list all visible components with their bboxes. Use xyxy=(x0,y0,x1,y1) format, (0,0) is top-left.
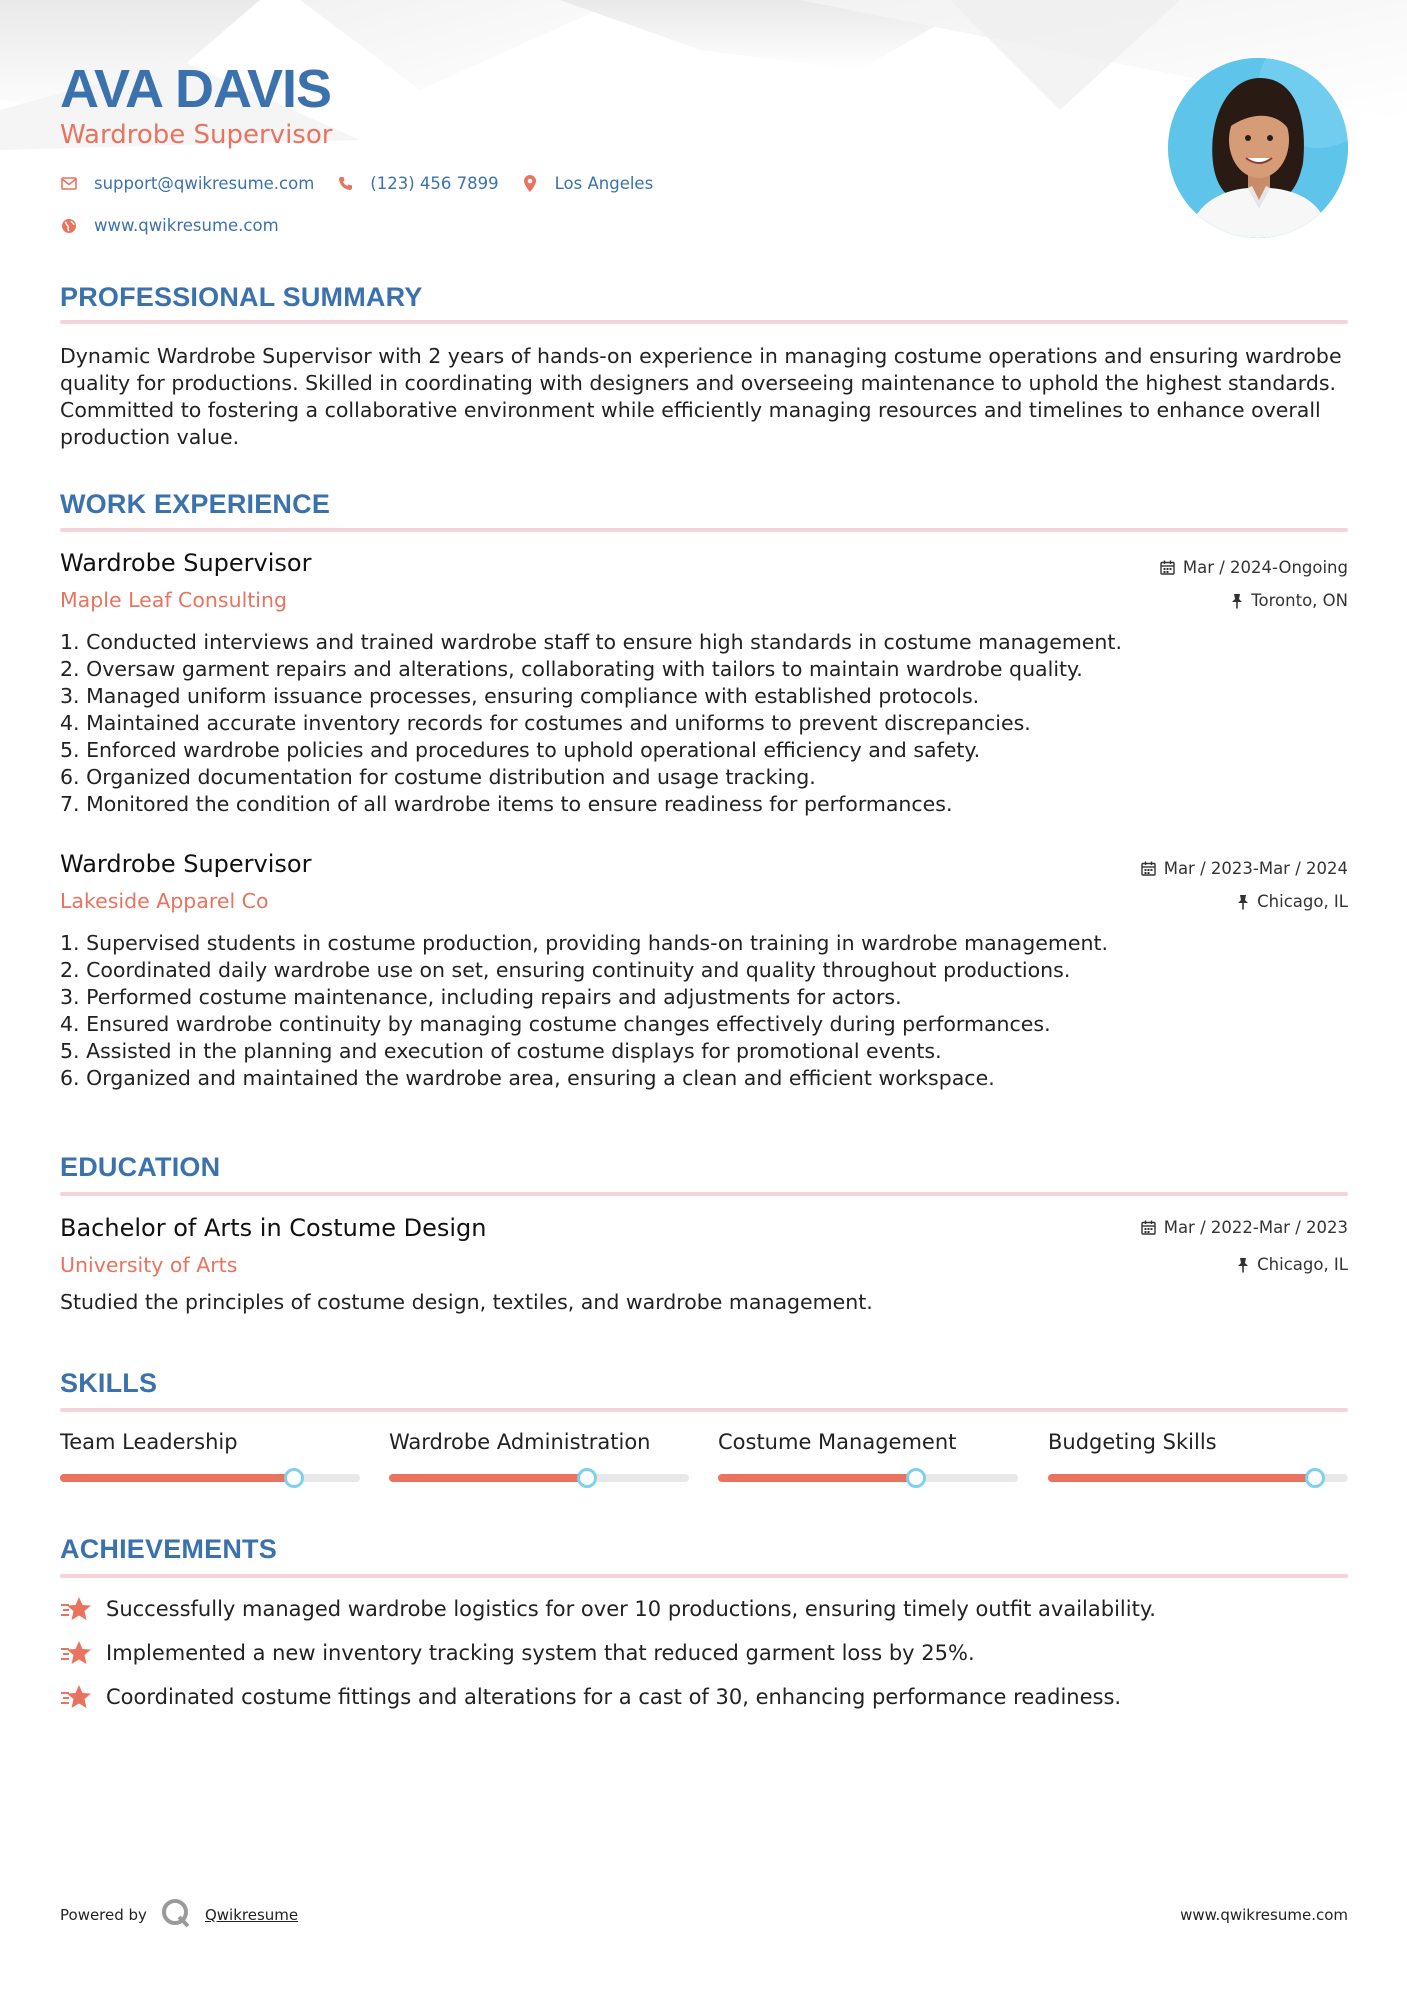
footer-website[interactable]: www.qwikresume.com xyxy=(1180,1906,1348,1924)
contact-row-2 xyxy=(60,216,301,235)
experience-divider xyxy=(60,528,1348,532)
achievements-heading: ACHIEVEMENTS xyxy=(60,1534,277,1564)
envelope-icon xyxy=(60,175,78,193)
company-name: Maple Leaf Consulting xyxy=(60,588,288,612)
list-item: 2. Coordinated daily wardrobe use on set, ensuring continuity and quality throughout productions. xyxy=(60,958,1071,982)
achievements-divider xyxy=(60,1574,1348,1578)
star-icon xyxy=(60,1684,92,1710)
list-item: 6. Organized documentation for costume distribution and usage tracking. xyxy=(60,765,816,789)
list-item: 5. Assisted in the planning and execution of costume displays for promotional events. xyxy=(60,1039,942,1063)
location-text: Los Angeles xyxy=(554,174,654,193)
achievement-text: Successfully managed wardrobe logistics for over 10 productions, ensuring timely outfit availability. xyxy=(106,1597,1156,1621)
education-location xyxy=(1237,1255,1348,1274)
skill-bar-fill xyxy=(60,1474,294,1482)
pushpin-icon xyxy=(1237,1257,1249,1273)
achievement-text: Coordinated costume fittings and alterations for a cast of 30, enhancing performance readiness. xyxy=(106,1685,1122,1709)
phone-text: (123) 456 7899 xyxy=(370,174,499,193)
job-location xyxy=(1231,591,1348,610)
achievement-item xyxy=(60,1684,1121,1710)
profile-photo xyxy=(1168,58,1348,238)
list-item: 1. Conducted interviews and trained wardrobe staff to ensure high standards in costume management. xyxy=(60,630,1122,654)
job-dates xyxy=(1160,558,1348,577)
achievement-item xyxy=(60,1640,975,1666)
list-item: 1. Supervised students in costume production, providing hands-on training in wardrobe management. xyxy=(60,931,1108,955)
list-item: 6. Organized and maintained the wardrobe area, ensuring a clean and efficient workspace. xyxy=(60,1066,995,1090)
degree-title: Bachelor of Arts in Costume Design xyxy=(60,1214,487,1242)
education-location-text: Chicago, IL xyxy=(1257,1255,1348,1274)
skill-bar-handle xyxy=(1305,1468,1325,1488)
star-icon xyxy=(60,1596,92,1622)
list-item: 2. Oversaw garment repairs and alterations, collaborating with tailors to maintain wardrobe quality. xyxy=(60,657,1083,681)
skill-bar xyxy=(389,1474,689,1482)
skill-label: Wardrobe Administration xyxy=(389,1430,651,1454)
education-dates-text: Mar / 2022-Mar / 2023 xyxy=(1163,1218,1348,1237)
summary-divider xyxy=(60,320,1348,324)
skill-label: Budgeting Skills xyxy=(1048,1430,1217,1454)
achievement-text: Implemented a new inventory tracking system that reduced garment loss by 25%. xyxy=(106,1641,975,1665)
experience-heading: WORK EXPERIENCE xyxy=(60,489,331,519)
list-item: 4. Maintained accurate inventory records for costumes and uniforms to prevent discrepancies. xyxy=(60,711,1031,735)
candidate-role: Wardrobe Supervisor xyxy=(60,120,333,150)
summary-text: Dynamic Wardrobe Supervisor with 2 years of hands-on experience in managing costume operations and ensuring wardrobe quality for productions. Skilled in coordinating with designers and overseeing maintenance to uphold the highest standards. Committed to fostering a collaborative environment while efficiently managing resources and timelines to enhance overall production value. xyxy=(60,344,1342,449)
education-divider xyxy=(60,1192,1348,1196)
job-location xyxy=(1237,892,1348,911)
job-location-text: Chicago, IL xyxy=(1257,892,1348,911)
globe-icon xyxy=(60,217,78,235)
skill-bar xyxy=(718,1474,1018,1482)
skills-heading: SKILLS xyxy=(60,1368,158,1398)
list-item: 3. Performed costume maintenance, including repairs and adjustments for actors. xyxy=(60,985,902,1009)
education-dates xyxy=(1141,1218,1348,1237)
skill-bar-fill xyxy=(1048,1474,1315,1482)
skill-bar-fill xyxy=(718,1474,916,1482)
job-dates-text: Mar / 2024-Ongoing xyxy=(1182,558,1348,577)
calendar-icon xyxy=(1141,1220,1156,1235)
contact-row-1 xyxy=(60,174,675,193)
candidate-name: AVA DAVIS xyxy=(60,59,332,119)
skills-divider xyxy=(60,1408,1348,1412)
job-dates xyxy=(1141,859,1348,878)
company-name: Lakeside Apparel Co xyxy=(60,889,269,913)
list-item: 5. Enforced wardrobe policies and procedures to uphold operational efficiency and safety. xyxy=(60,738,981,762)
summary-heading: PROFESSIONAL SUMMARY xyxy=(60,282,423,312)
job-location-text: Toronto, ON xyxy=(1251,591,1348,610)
school-name: University of Arts xyxy=(60,1253,238,1277)
pushpin-icon xyxy=(1231,593,1243,609)
job-dates-text: Mar / 2023-Mar / 2024 xyxy=(1163,859,1348,878)
phone-icon xyxy=(336,175,354,193)
pushpin-icon xyxy=(1237,894,1249,910)
education-heading: EDUCATION xyxy=(60,1152,221,1182)
job-bullets xyxy=(60,629,1350,818)
star-icon xyxy=(60,1640,92,1666)
skill-label: Costume Management xyxy=(718,1430,957,1454)
list-item: 3. Managed uniform issuance processes, ensuring compliance with established protocols. xyxy=(60,684,980,708)
list-item: 4. Ensured wardrobe continuity by managing costume changes effectively during performances. xyxy=(60,1012,1051,1036)
achievement-item xyxy=(60,1596,1156,1622)
job-bullets xyxy=(60,930,1350,1092)
skill-label: Team Leadership xyxy=(60,1430,238,1454)
skill-bar-fill xyxy=(389,1474,587,1482)
skill-bar xyxy=(60,1474,360,1482)
map-pin-icon xyxy=(521,175,539,193)
website-link[interactable]: www.qwikresume.com xyxy=(94,216,279,235)
skill-bar xyxy=(1048,1474,1348,1482)
powered-by-label: Powered by xyxy=(60,1906,147,1924)
skill-bar-handle xyxy=(284,1468,304,1488)
job-title: Wardrobe Supervisor xyxy=(60,549,312,577)
footer-powered-by xyxy=(60,1898,298,1932)
education-description: Studied the principles of costume design, textiles, and wardrobe management. xyxy=(60,1290,873,1314)
calendar-icon xyxy=(1141,861,1156,876)
job-title: Wardrobe Supervisor xyxy=(60,850,312,878)
list-item: 7. Monitored the condition of all wardrobe items to ensure readiness for performances. xyxy=(60,792,953,816)
qwikresume-logo-icon xyxy=(161,1898,191,1932)
skill-bar-handle xyxy=(577,1468,597,1488)
calendar-icon xyxy=(1160,560,1175,575)
skill-bar-handle xyxy=(906,1468,926,1488)
qwikresume-link[interactable]: Qwikresume xyxy=(204,1906,299,1924)
email-link[interactable]: support@qwikresume.com xyxy=(94,174,315,193)
